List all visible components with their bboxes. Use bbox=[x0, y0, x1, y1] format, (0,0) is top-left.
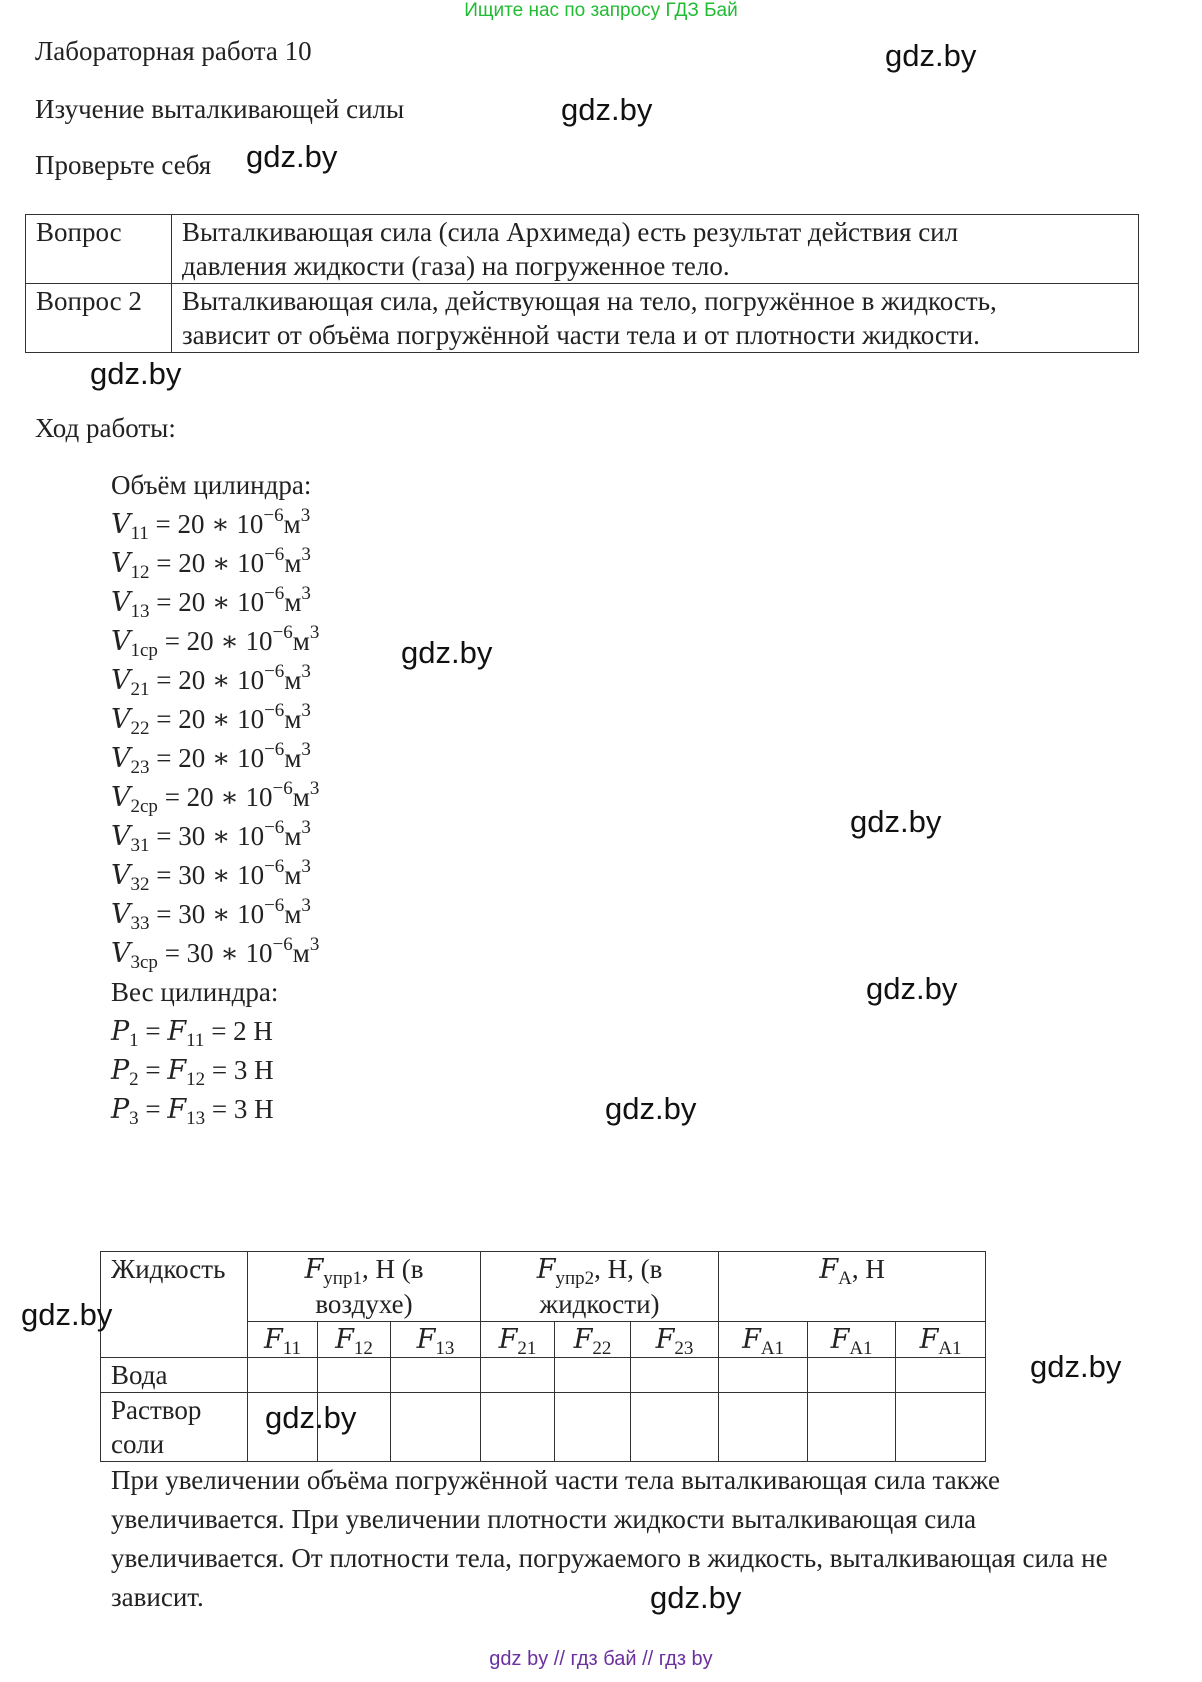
volume-formula: $V_{31} = 30$ ∗ $10^{-6}м^3$ bbox=[111, 817, 311, 856]
subheader-cell: $F_{13}$ bbox=[391, 1322, 481, 1358]
empty-cell bbox=[555, 1358, 631, 1393]
volume-formula: $V_{12} = 20$ ∗ $10^{-6}м^3$ bbox=[111, 544, 311, 583]
watermark: gdz.by bbox=[650, 1580, 742, 1615]
table-header-row bbox=[101, 1252, 986, 1322]
subheader-cell: $F_{А1}$ bbox=[896, 1322, 986, 1358]
volume-formula: $V_{32} = 30$ ∗ $10^{-6}м^3$ bbox=[111, 856, 311, 895]
volume-block bbox=[111, 466, 319, 1129]
volume-formula: $V_{23} = 20$ ∗ $10^{-6}м^3$ bbox=[111, 739, 311, 778]
header-force-liquid: $F_{упр2}$, Н, (в жидкости) bbox=[481, 1252, 719, 1322]
empty-cell bbox=[808, 1358, 896, 1393]
volume-formula: $V_{13} = 20$ ∗ $10^{-6}м^3$ bbox=[111, 583, 311, 622]
subheader-cell: $F_{11}$ bbox=[248, 1322, 318, 1358]
volume-formula: $V_{2ср} = 20$ ∗ $10^{-6}м^3$ bbox=[111, 778, 320, 817]
qa-table bbox=[25, 214, 1139, 353]
watermark: gdz.by bbox=[561, 92, 653, 127]
watermark: gdz.by bbox=[866, 971, 958, 1006]
table-row bbox=[101, 1393, 986, 1462]
lab-subtitle: Изучение выталкивающей силы bbox=[35, 94, 405, 124]
table-row bbox=[101, 1358, 986, 1393]
empty-cell bbox=[391, 1393, 481, 1462]
volume-formula: $V_{3ср} = 30$ ∗ $10^{-6}м^3$ bbox=[111, 934, 320, 973]
subheader-cell: $F_{А1}$ bbox=[719, 1322, 808, 1358]
watermark: gdz.by bbox=[246, 139, 338, 174]
answer-line: Выталкивающая сила, действующая на тело, погружённое в жидкость, bbox=[182, 286, 997, 316]
answer-cell bbox=[172, 215, 1139, 284]
watermark: gdz.by bbox=[90, 356, 182, 391]
footer-links[interactable]: gdz by // гдз бай // гдз by bbox=[489, 1648, 713, 1670]
subheader-cell: $F_{А1}$ bbox=[808, 1322, 896, 1358]
question-label: Вопрос bbox=[26, 215, 172, 284]
volume-formula: $V_{1ср} = 20$ ∗ $10^{-6}м^3$ bbox=[111, 622, 320, 661]
results-table bbox=[100, 1251, 986, 1462]
empty-cell bbox=[481, 1358, 555, 1393]
weight-formula: $P_3 = F_{13} = 3$ Н bbox=[111, 1094, 274, 1129]
watermark: gdz.by bbox=[850, 804, 942, 839]
question-label: Вопрос 2 bbox=[26, 284, 172, 353]
qa-row bbox=[26, 284, 1139, 353]
subheader-cell: $F_{21}$ bbox=[481, 1322, 555, 1358]
row-label: Вода bbox=[101, 1358, 248, 1393]
progress-heading: Ход работы: bbox=[35, 413, 176, 443]
watermark: gdz.by bbox=[1030, 1349, 1122, 1384]
header-force-air: $F_{упр1}$, Н (в воздухе) bbox=[248, 1252, 481, 1322]
subheader-cell: $F_{12}$ bbox=[318, 1322, 391, 1358]
empty-cell bbox=[248, 1358, 318, 1393]
weight-formula: $P_2 = F_{12} = 3$ Н bbox=[111, 1055, 274, 1090]
volume-heading: Объём цилиндра: bbox=[111, 470, 312, 500]
empty-cell bbox=[631, 1358, 719, 1393]
empty-cell bbox=[808, 1393, 896, 1462]
empty-cell bbox=[318, 1358, 391, 1393]
empty-cell bbox=[719, 1358, 808, 1393]
volume-formula: $V_{33} = 30$ ∗ $10^{-6}м^3$ bbox=[111, 895, 311, 934]
row-label: Раствор соли bbox=[101, 1393, 248, 1462]
check-heading: Проверьте себя bbox=[35, 150, 212, 180]
empty-cell bbox=[481, 1393, 555, 1462]
empty-cell bbox=[555, 1393, 631, 1462]
answer-line: зависит от объёма погружённой части тела и от плотности жидкости. bbox=[182, 320, 980, 350]
volume-formula: $V_{11} = 20$ ∗ $10^{-6}м^3$ bbox=[111, 505, 311, 544]
watermark: gdz.by bbox=[885, 38, 977, 73]
answer-cell bbox=[172, 284, 1139, 353]
header-archimedes-force: $F_А$, Н bbox=[719, 1252, 986, 1322]
empty-cell bbox=[896, 1358, 986, 1393]
qa-row bbox=[26, 215, 1139, 284]
answer-line: давления жидкости (газа) на погруженное тело. bbox=[182, 251, 730, 281]
volume-formula: $V_{21} = 20$ ∗ $10^{-6}м^3$ bbox=[111, 661, 311, 700]
empty-cell bbox=[391, 1358, 481, 1393]
watermark: gdz.by bbox=[21, 1297, 113, 1332]
answer-line: Выталкивающая сила (сила Архимеда) есть результат действия сил bbox=[182, 217, 959, 247]
subheader-cell: $F_{22}$ bbox=[555, 1322, 631, 1358]
conclusion-text: При увеличении объёма погружённой части тела выталкивающая сила также увеличивается. При увеличении плотности жидкости выталкивающая сила увеличивается. От плотности тела, погружаемого в жидкость, выталкивающая сила не зависит. bbox=[111, 1465, 1108, 1612]
weight-formula: $P_1 = F_{11} = 2$ Н bbox=[111, 1016, 273, 1051]
watermark: gdz.by bbox=[605, 1091, 697, 1126]
watermark: gdz.by bbox=[265, 1400, 357, 1435]
volume-formula: $V_{22} = 20$ ∗ $10^{-6}м^3$ bbox=[111, 700, 311, 739]
top-banner[interactable]: Ищите нас по запросу ГДЗ Бай bbox=[464, 0, 738, 21]
header-liquid: Жидкость bbox=[101, 1252, 248, 1358]
watermark: gdz.by bbox=[401, 635, 493, 670]
empty-cell bbox=[896, 1393, 986, 1462]
empty-cell bbox=[631, 1393, 719, 1462]
empty-cell bbox=[719, 1393, 808, 1462]
subheader-cell: $F_{23}$ bbox=[631, 1322, 719, 1358]
weight-heading: Вес цилиндра: bbox=[111, 977, 279, 1007]
lab-title: Лабораторная работа 10 bbox=[35, 36, 312, 66]
